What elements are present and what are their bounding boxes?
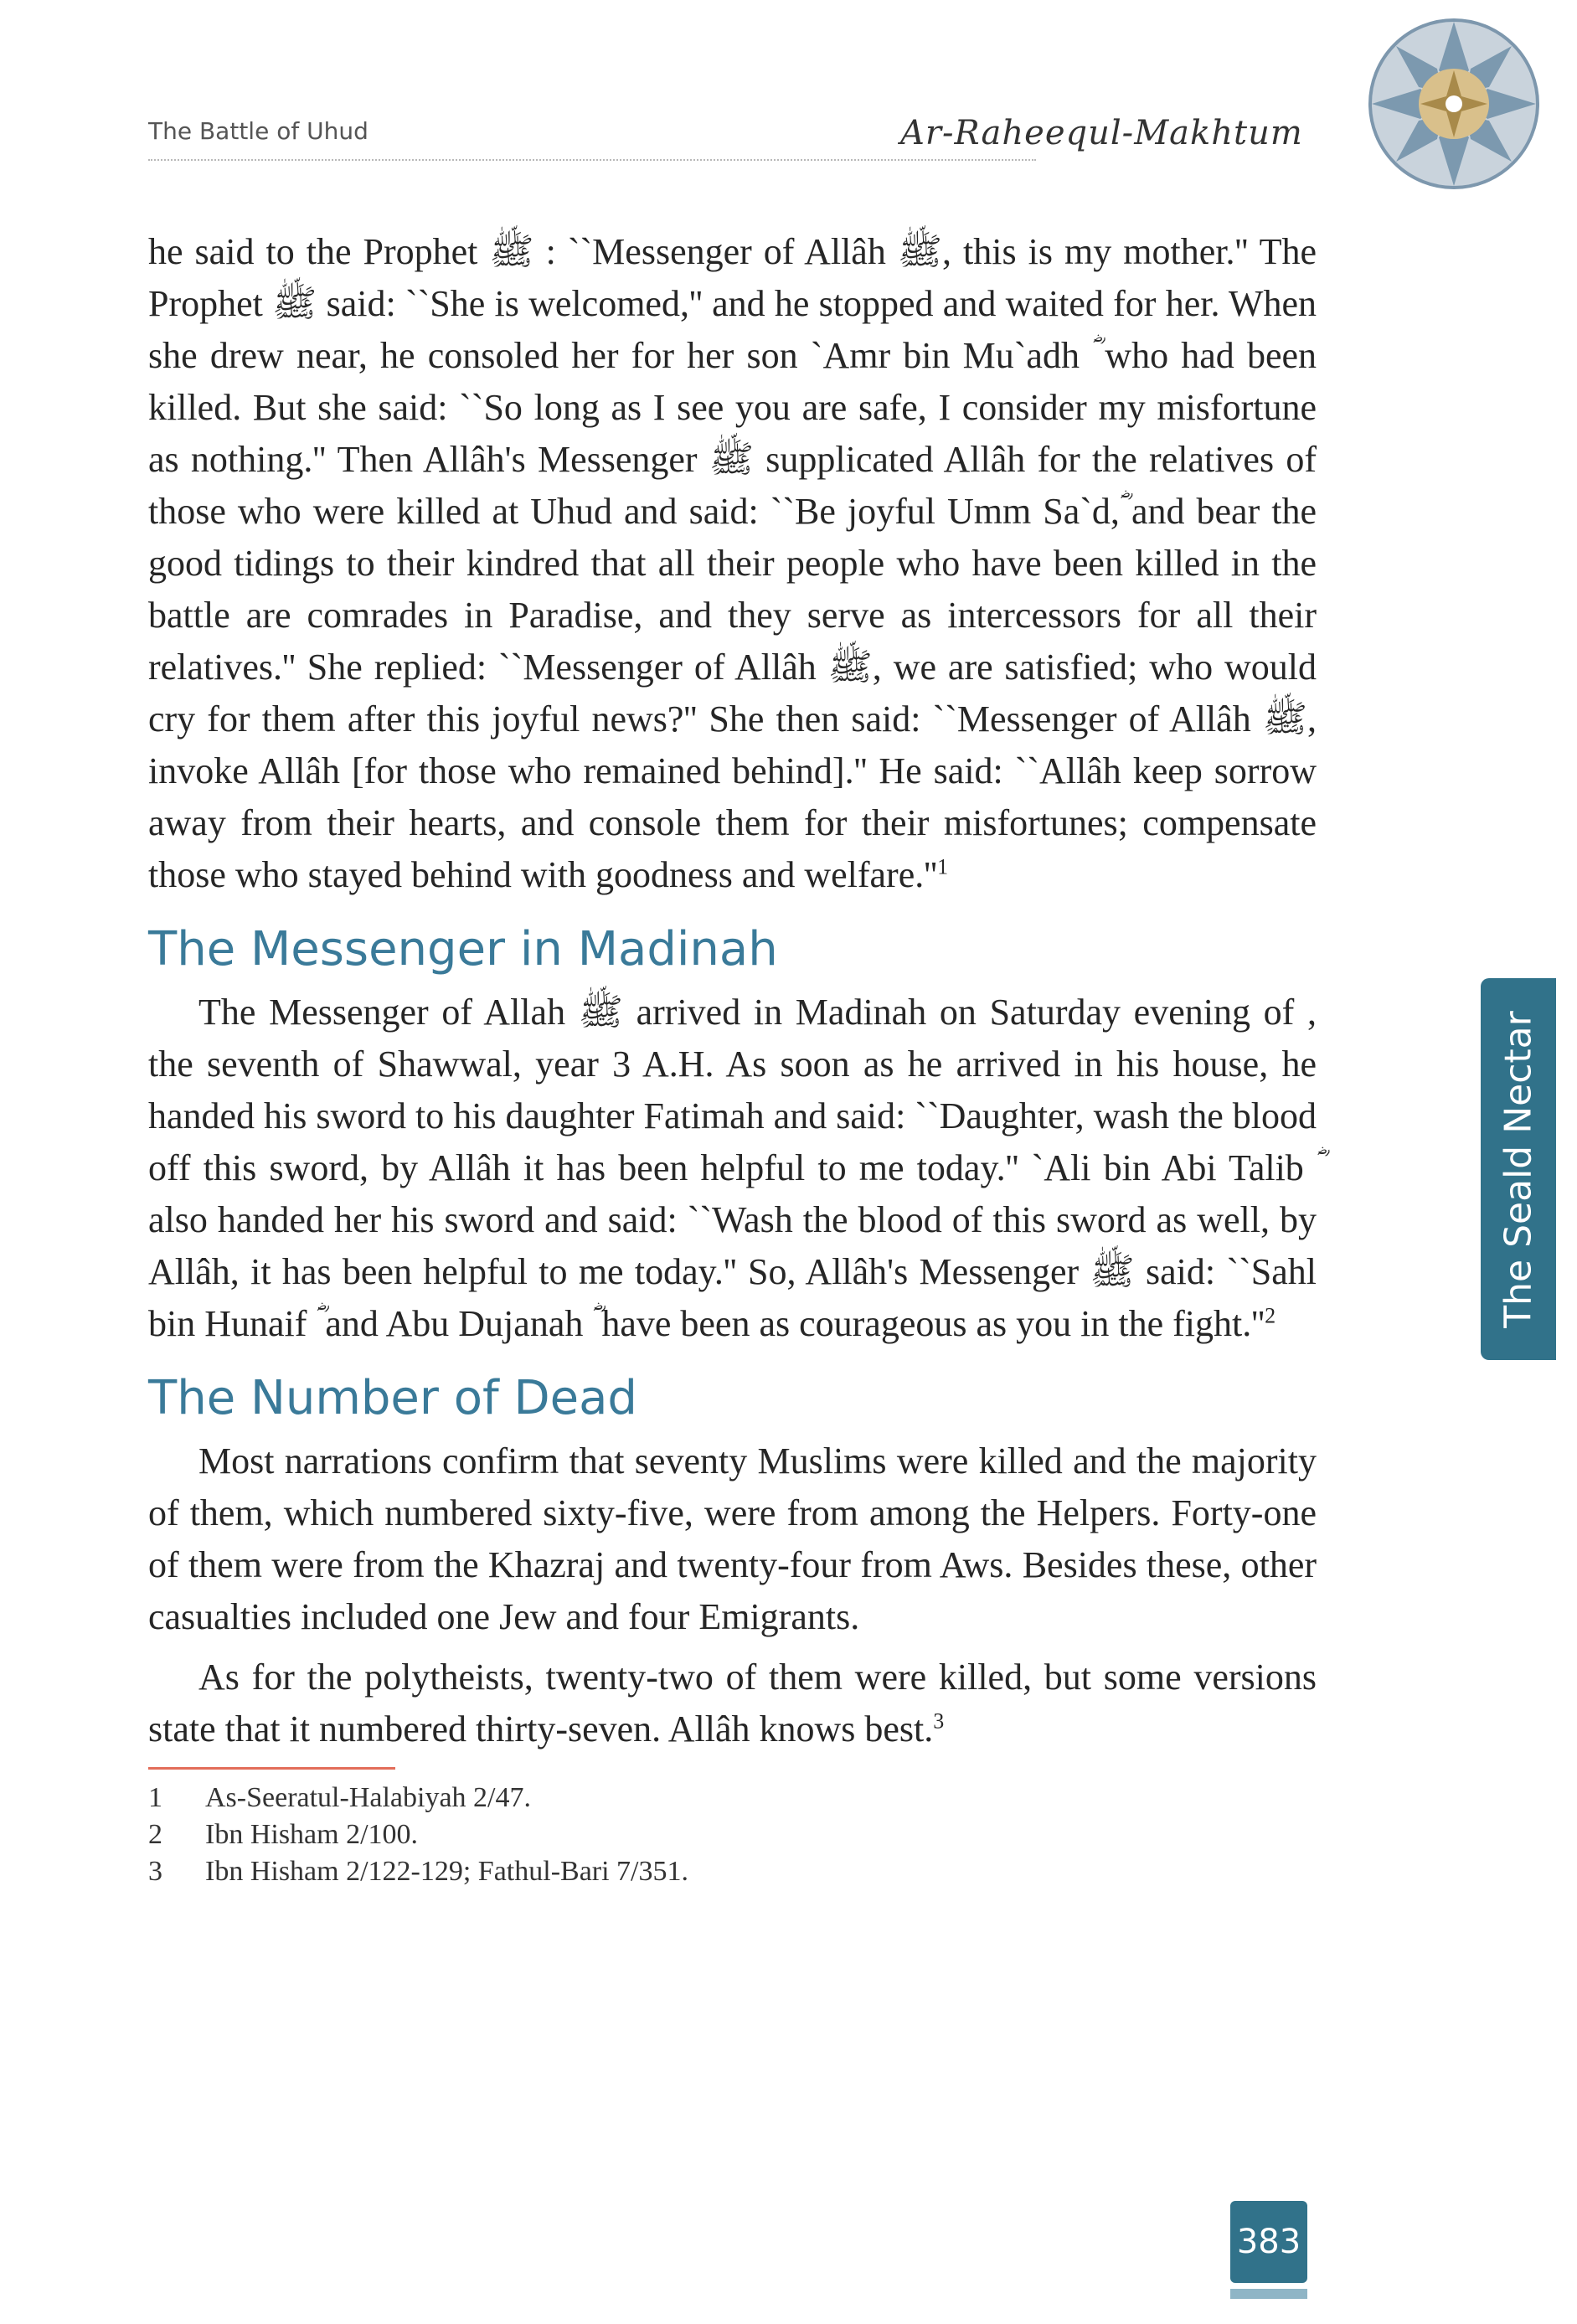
body-paragraph (148, 987, 1317, 1350)
footnote-divider (148, 1767, 395, 1770)
footnote-number: 1 (148, 1782, 162, 1813)
paragraph-text: As for the polytheists, twenty-two of them were killed, but some versions state that it numbered thirty-seven. Allâh knows best. (148, 1657, 1317, 1749)
footnotes (148, 1780, 1317, 1890)
running-header-book-title: Ar-Raheequl-Makhtum (900, 114, 1303, 152)
body-paragraph (148, 1652, 1317, 1755)
footnote-marker: 2 (1265, 1303, 1276, 1328)
geometric-rosette-icon (1348, 12, 1559, 196)
paragraph-text: The Messenger of Allah ﷺ arrived in Madinah on Saturday evening of , the seventh of Shawwal, year 3 A.H. As soon as he arrived in his house, he handed his sword to his daughter Fatimah and said: ``Daughter, wash the blood off this sword, by Allâh it has been helpful to me today.'' `Ali bin Abi Talib ؓ also handed her his sword and said: ``Wash the blood of this sword as well, by Allâh, it has been helpful to me today.'' So, Allâh's Messenger ﷺ said: ``Sahl bin Hunaif ؓ and Abu Dujanah ؓ have been as courageous as you in the fight.'' (148, 992, 1317, 1344)
section-heading: The Messenger in Madinah (148, 922, 778, 976)
footnote-number: 3 (148, 1856, 162, 1887)
page-body (148, 226, 1317, 1890)
book-title-side-tab (1481, 978, 1556, 1360)
body-paragraph (148, 226, 1317, 901)
footnote-marker: 3 (933, 1708, 945, 1734)
section-heading: The Number of Dead (148, 1371, 637, 1425)
page-number-underline (1230, 2289, 1307, 2299)
body-paragraph: Most narrations confirm that seventy Muslims were killed and the majority of them, which numbered sixty-five, were from among the Helpers. Forty-one of them were from the Khazraj and twenty-four from Aws. Besides these, other casualties included one Jew and four Emigrants. (148, 1440, 1317, 1637)
footnote-number: 2 (148, 1819, 162, 1850)
running-header-chapter: The Battle of Uhud (148, 117, 368, 145)
footnote-text: Ibn Hisham 2/100. (205, 1819, 419, 1850)
footnote-marker: 1 (937, 854, 949, 879)
footnote-text: As-Seeratul-Halabiyah 2/47. (205, 1782, 531, 1813)
side-tab-label: The Seald Nectar (1497, 1010, 1540, 1328)
footnote-text: Ibn Hisham 2/122-129; Fathul-Bari 7/351. (205, 1856, 689, 1887)
paragraph-text: he said to the Prophet ﷺ : ``Messenger of Allâh ﷺ, this is my mother.'' The Prophet ﷺ said: ``She is welcomed,'' and he stopped and waited for her. When she drew near, he consoled her for her son `Amr bin Mu`adh ؓ who had been killed. But she said: ``So long as I see you are safe, I consider my misfortune as nothing.'' Then Allâh's Messenger ﷺ supplicated Allâh for the relatives of those who were killed at Uhud and said: ``Be joyful Umm Sa`d,ؓ and bear the good tidings to their kindred that all their people who have been killed in the battle are comrades in Paradise, and they serve as intercessors for all their relatives.'' She replied: ``Messenger of Allâh ﷺ, we are satisfied; who would cry for them after this joyful news?'' She then said: ``Messenger of Allâh ﷺ, invoke Allâh [for those who remained behind].'' He said: ``Allâh keep sorrow away from their hearts, and console them for their misfortunes; compensate those who stayed behind with goodness and welfare.'' (148, 231, 1317, 895)
footnote (148, 1816, 1317, 1853)
footnote (148, 1780, 1317, 1816)
page-number: 383 (1230, 2201, 1307, 2283)
footnote (148, 1853, 1317, 1890)
header-divider (148, 159, 1036, 161)
